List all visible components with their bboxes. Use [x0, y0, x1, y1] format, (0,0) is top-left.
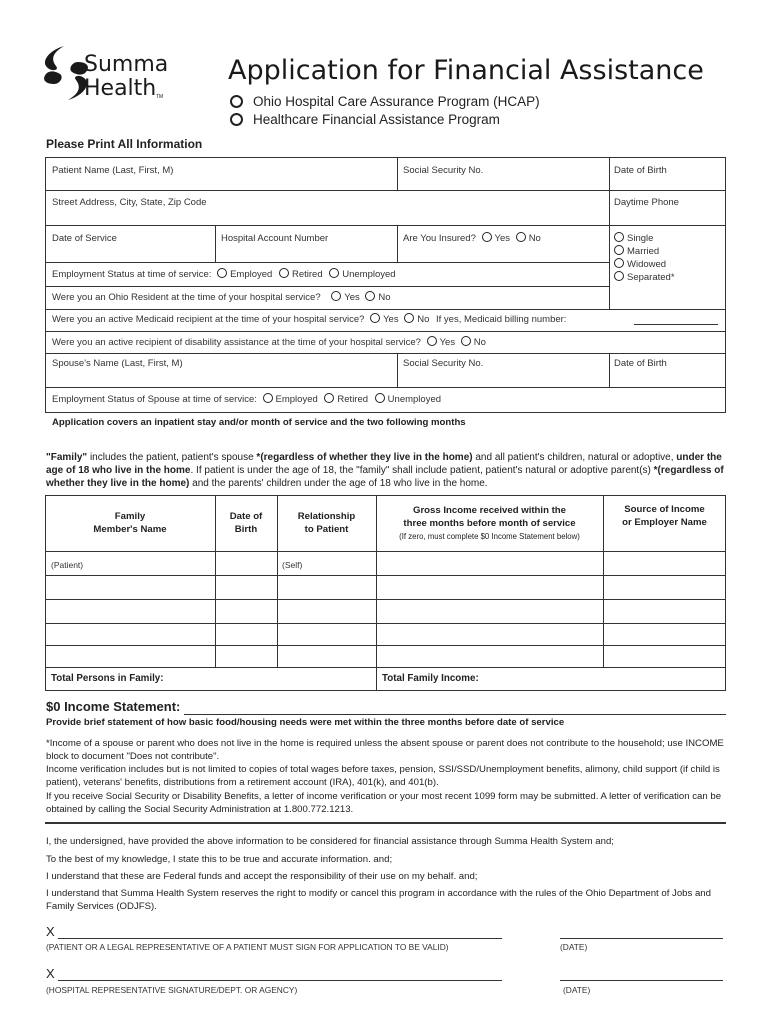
- disability-no-radio[interactable]: [461, 336, 471, 346]
- ohio-no-radio[interactable]: [365, 291, 375, 301]
- marital-separated[interactable]: Separated*: [614, 271, 675, 284]
- attestation-4: I understand that Summa Health System reserves the right to modify or cancel this program in accordance with the rules of the Ohio Department of Jobs and Family Services (ODJFS).: [46, 888, 711, 912]
- radio-icon[interactable]: [614, 258, 624, 268]
- zero-income-subheading: Provide brief statement of how basic food/housing needs were met within the three months before date of service: [46, 717, 565, 728]
- medicaid-no-radio[interactable]: [404, 313, 414, 323]
- dob-field[interactable]: Date of Birth: [614, 165, 667, 176]
- insured-no-radio[interactable]: [516, 232, 526, 242]
- medicaid-billing-number-input[interactable]: [634, 324, 718, 325]
- daytime-phone-field[interactable]: Daytime Phone: [614, 197, 679, 208]
- hospital-date-input[interactable]: [560, 980, 723, 981]
- medicaid-yes-radio[interactable]: [370, 313, 380, 323]
- radio-icon[interactable]: [614, 232, 624, 242]
- total-income-label: Total Family Income:: [382, 673, 479, 684]
- employed-radio[interactable]: [217, 268, 227, 278]
- section-divider: [45, 822, 726, 824]
- date-of-service-field[interactable]: Date of Service: [52, 233, 117, 244]
- total-persons-label: Total Persons in Family:: [51, 673, 164, 684]
- patient-signature-input[interactable]: [58, 938, 502, 939]
- hospital-signature-label: (HOSPITAL REPRESENTATIVE SIGNATURE/DEPT. OR AGENCY): [46, 985, 298, 995]
- page-title: Application for Financial Assistance: [228, 55, 704, 86]
- spouse-name-field[interactable]: Spouse's Name (Last, First, M): [52, 358, 183, 369]
- radio-icon[interactable]: [230, 95, 243, 108]
- logo-word-summa: Summa: [84, 52, 169, 77]
- unemployed-radio[interactable]: [329, 268, 339, 278]
- spouse-retired-radio[interactable]: [324, 393, 334, 403]
- zero-income-heading: $0 Income Statement:: [46, 699, 181, 714]
- spouse-employed-radio[interactable]: [263, 393, 273, 403]
- hospital-signature-input[interactable]: [58, 980, 502, 981]
- summa-health-logo: [42, 44, 182, 106]
- header-date-of-birth: Date of Birth: [229, 511, 263, 535]
- hospital-signature-x: X: [46, 966, 55, 981]
- insured-yes-radio[interactable]: [482, 232, 492, 242]
- note-social-security: If you receive Social Security or Disability Benefits, a letter of income verification or your most recent 1099 form may be submitted. A letter of verification can be obtained by calling the Social Security Administration at 1.800.772.1213.: [46, 791, 722, 815]
- attestation-2: To the best of my knowledge, I state this to be true and accurate information. and;: [46, 854, 393, 865]
- address-field[interactable]: Street Address, City, State, Zip Code: [52, 197, 207, 208]
- radio-icon[interactable]: [614, 271, 624, 281]
- summa-logo-mark-icon: [42, 44, 90, 102]
- patient-date-label: (DATE): [560, 942, 588, 952]
- spouse-unemployed-radio[interactable]: [375, 393, 385, 403]
- header-gross-income: Gross Income received within the three months before month of service (If zero, must complete $0 Income Statement below): [399, 505, 580, 541]
- marital-married[interactable]: Married: [614, 245, 675, 258]
- applicant-info-grid: [45, 157, 726, 413]
- header-source-of-income: Source of Income or Employer Name: [622, 504, 707, 528]
- attestation-1: I, the undersigned, have provided the above information to be considered for financial assistance through Summa Health System and;: [46, 836, 614, 847]
- row-patient-relationship: (Self): [282, 560, 303, 570]
- program-option-healthcare[interactable]: Healthcare Financial Assistance Program: [230, 112, 500, 127]
- ohio-resident-question: Were you an Ohio Resident at the time of your hospital service? Yes No: [52, 292, 391, 303]
- note-spouse-income: *Income of a spouse or parent who does not live in the home is required unless the absent spouse or parent does not contribute to the household; use INCOME block to document "Does not contribute".: [46, 738, 724, 762]
- logo-trademark: TM: [156, 94, 164, 100]
- radio-icon[interactable]: [614, 245, 624, 255]
- hospital-account-field[interactable]: Hospital Account Number: [221, 233, 329, 244]
- medicaid-question: Were you an active Medicaid recipient at the time of your hospital service? Yes No If yes, Medicaid billing number:: [52, 314, 567, 325]
- print-notice: Please Print All Information: [46, 137, 203, 151]
- logo-word-health: Health: [84, 76, 157, 101]
- header-family-member-name: Family Member's Name: [93, 511, 167, 535]
- attestation-3: I understand that these are Federal funds and accept the responsibility of their use on my behalf. and;: [46, 871, 478, 882]
- insured-question: Are You Insured? Yes No: [403, 233, 541, 244]
- marital-status-options: [614, 232, 675, 284]
- ohio-yes-radio[interactable]: [331, 291, 341, 301]
- row-patient-name: (Patient): [51, 560, 84, 570]
- note-income-verification: Income verification includes but is not limited to copies of total wages before taxes, pension, SSI/SSD/Unemployment benefits, alimony, child support (if child is patient), veterans' benefits, distributions from a retirement account (IRA), 401(k), and 401(b).: [46, 764, 720, 788]
- hospital-date-label: (DATE): [563, 985, 591, 995]
- coverage-note: Application covers an inpatient stay and/or month of service and the two following months: [52, 417, 466, 428]
- employment-status-question: Employment Status at time of service: Employed Retired Unemployed: [52, 269, 396, 280]
- spouse-dob-field[interactable]: Date of Birth: [614, 358, 667, 369]
- ssn-field[interactable]: Social Security No.: [403, 165, 484, 176]
- family-definition: "Family" includes the patient, patient's spouse *(regardless of whether they live in the home) and all patient's children, natural or adoptive, under the age of 18 who live in the home. If patient is under the age of 18, the "family" shall include patient, patient's natural or adoptive parent(s) *(regardless of whether they live in the home) and the parents' children under the age of 18 who live in the home.: [46, 452, 724, 489]
- program-option-hcap[interactable]: Ohio Hospital Care Assurance Program (HCAP): [230, 94, 540, 109]
- patient-signature-label: (PATIENT OR A LEGAL REPRESENTATIVE OF A PATIENT MUST SIGN FOR APPLICATION TO BE VALID): [46, 942, 449, 952]
- spouse-ssn-field[interactable]: Social Security No.: [403, 358, 484, 369]
- patient-name-field[interactable]: Patient Name (Last, First, M): [52, 165, 174, 176]
- disability-question: Were you an active recipient of disability assistance at the time of your hospital service? Yes No: [52, 337, 486, 348]
- header-relationship: Relationship to Patient: [297, 511, 356, 535]
- patient-signature-x: X: [46, 924, 55, 939]
- spouse-employment-question: Employment Status of Spouse at time of service: Employed Retired Unemployed: [52, 394, 442, 405]
- marital-widowed[interactable]: Widowed: [614, 258, 675, 271]
- patient-date-input[interactable]: [560, 938, 723, 939]
- marital-single[interactable]: Single: [614, 232, 675, 245]
- retired-radio[interactable]: [279, 268, 289, 278]
- zero-income-statement-input[interactable]: [184, 714, 726, 715]
- radio-icon[interactable]: [230, 113, 243, 126]
- disability-yes-radio[interactable]: [427, 336, 437, 346]
